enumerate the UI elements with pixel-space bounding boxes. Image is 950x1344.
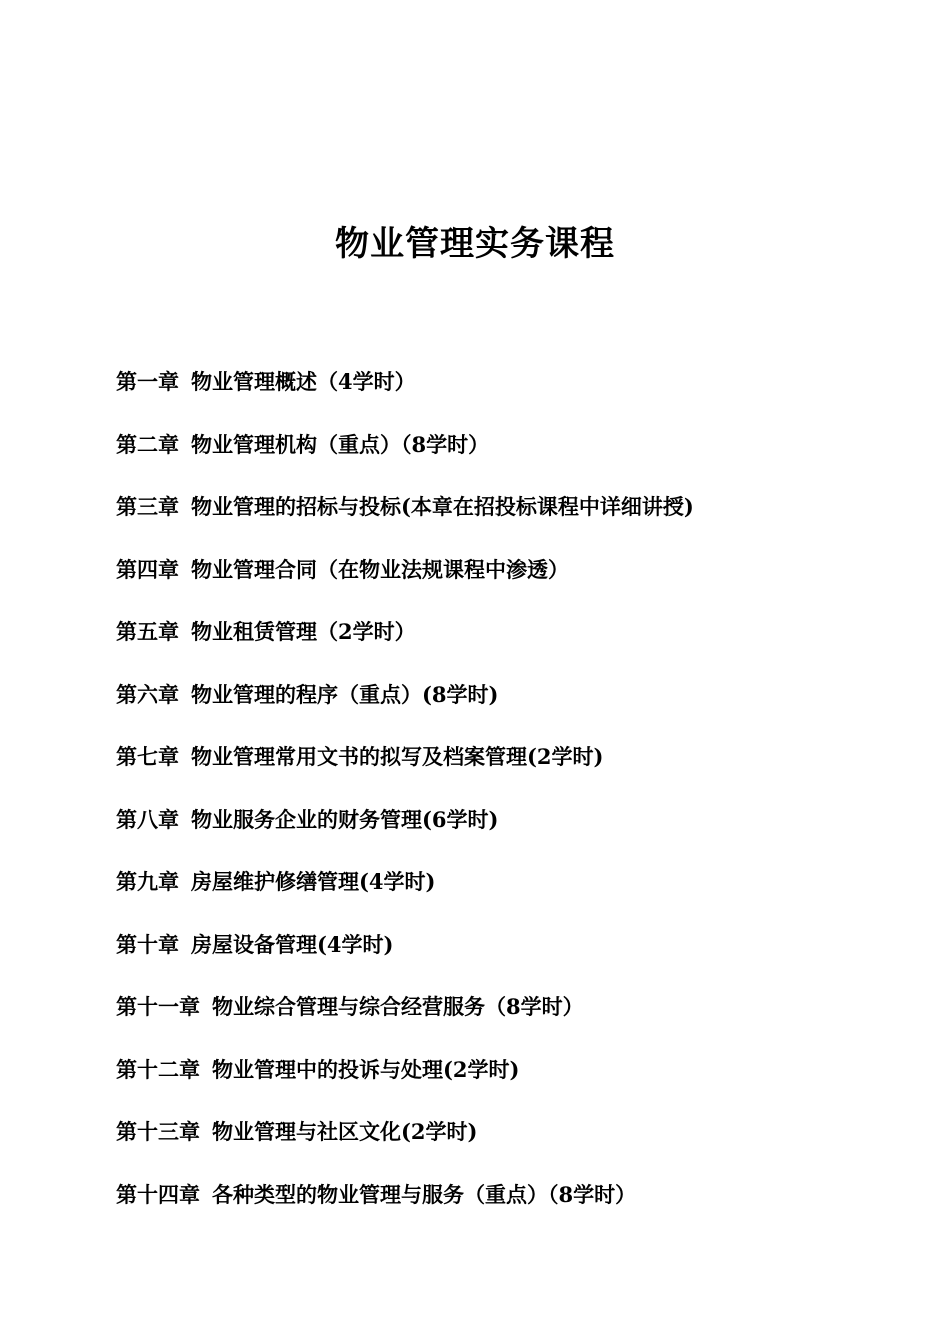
- chapter-number: 第五章: [116, 619, 179, 644]
- chapter-number: 第十三章: [116, 1119, 200, 1144]
- chapter-number: 第四章: [116, 556, 179, 582]
- chapter-title: 房屋设备管理(4学时): [191, 931, 394, 957]
- chapter-number: 第七章: [116, 744, 179, 769]
- chapter-number: 第十四章: [116, 1181, 200, 1207]
- chapter-title: 物业管理常用文书的拟写及档案管理(2学时): [191, 744, 604, 769]
- chapter-item: [116, 487, 916, 550]
- chapter-item: [116, 1112, 916, 1175]
- chapter-title: 物业管理的招标与投标(本章在招投标课程中详细讲授): [191, 494, 694, 519]
- chapter-title: 物业服务企业的财务管理(6学时): [191, 806, 499, 832]
- chapter-item: [116, 1175, 916, 1238]
- chapter-number: 第三章: [116, 494, 179, 519]
- chapter-item: [116, 425, 916, 488]
- document-title: 物业管理实务课程: [335, 224, 615, 264]
- chapter-title: 物业管理的程序（重点）(8学时): [191, 681, 499, 707]
- chapter-number: 第十一章: [116, 994, 200, 1019]
- chapter-title: 物业管理概述（4学时）: [191, 369, 416, 394]
- chapter-number: 第二章: [116, 431, 179, 457]
- chapter-number: 第九章: [116, 869, 179, 894]
- chapter-number: 第八章: [116, 806, 179, 832]
- chapter-item: [116, 862, 916, 925]
- chapter-item: [116, 737, 916, 800]
- chapter-title: 物业综合管理与综合经营服务（8学时）: [212, 994, 584, 1019]
- chapter-number: 第十二章: [116, 1056, 200, 1082]
- chapter-item: [116, 362, 916, 425]
- chapter-item: [116, 925, 916, 988]
- chapter-number: 第一章: [116, 369, 179, 394]
- chapter-title: 物业管理与社区文化(2学时): [212, 1119, 478, 1144]
- chapter-item: [116, 800, 916, 863]
- chapter-title: 物业管理合同（在物业法规课程中渗透）: [191, 556, 569, 582]
- chapter-title: 物业管理机构（重点）（8学时）: [191, 431, 490, 457]
- chapter-item: [116, 550, 916, 613]
- chapter-item: [116, 612, 916, 675]
- chapter-number: 第六章: [116, 681, 179, 707]
- chapter-item: [116, 987, 916, 1050]
- chapter-number: 第十章: [116, 931, 179, 957]
- chapter-item: [116, 1050, 916, 1113]
- chapter-list: [116, 362, 916, 1237]
- chapter-title: 物业租赁管理（2学时）: [191, 619, 416, 644]
- chapter-title: 各种类型的物业管理与服务（重点）（8学时）: [212, 1181, 637, 1207]
- chapter-title: 物业管理中的投诉与处理(2学时): [212, 1056, 520, 1082]
- chapter-item: [116, 675, 916, 738]
- chapter-title: 房屋维护修缮管理(4学时): [191, 869, 436, 894]
